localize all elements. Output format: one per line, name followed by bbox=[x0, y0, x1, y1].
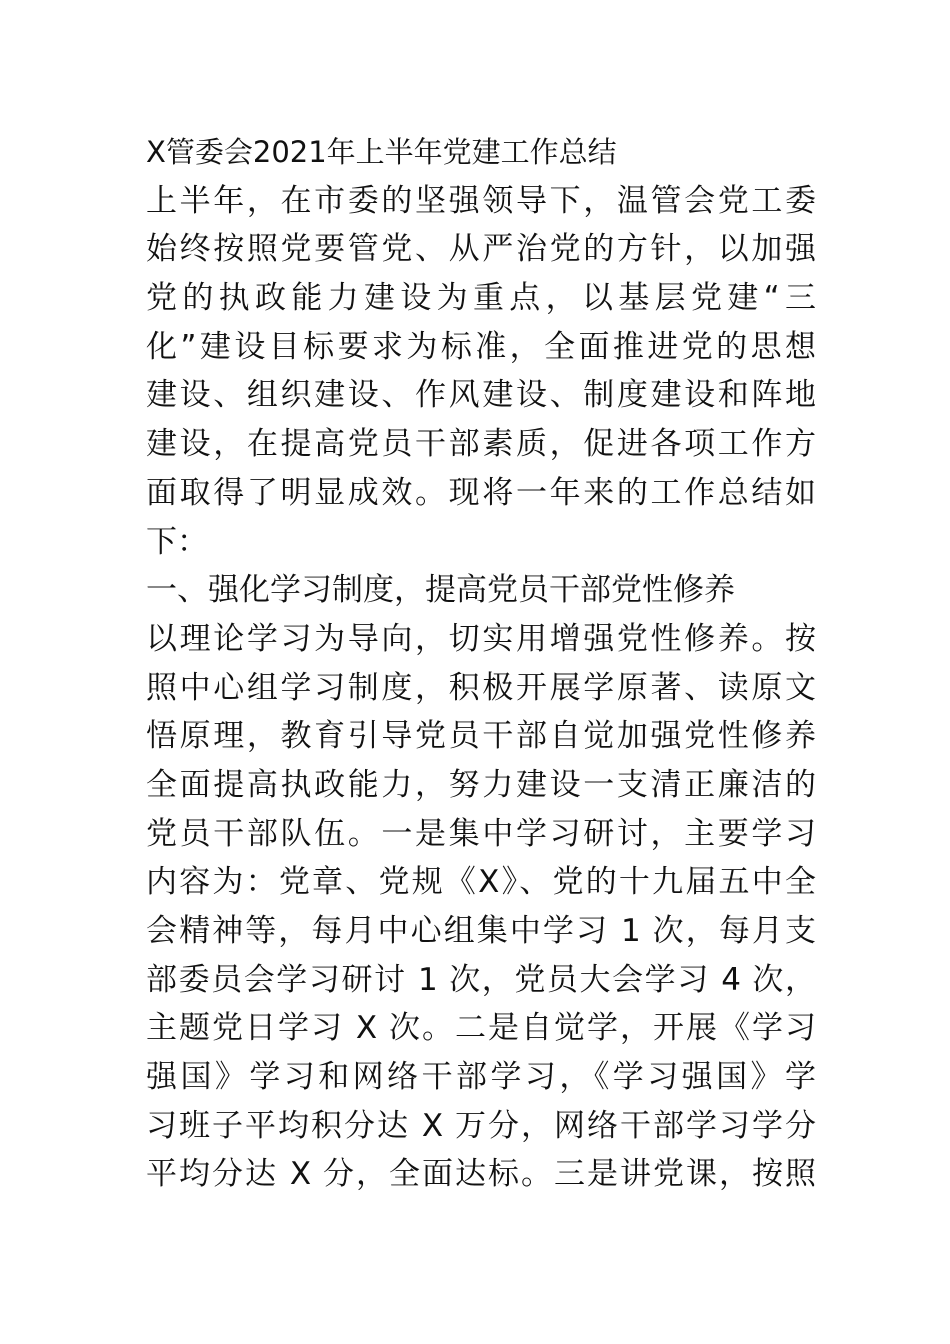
text-line: 党员干部队伍。一是集中学习研讨，主要学习 bbox=[146, 815, 816, 852]
text-line: 建设，在提高党员干部素质，促进各项工作方 bbox=[146, 426, 816, 463]
text-line: 悟原理，教育引导党员干部自觉加强党性修养 bbox=[146, 718, 816, 755]
text-line: 党的执政能力建设为重点，以基层党建“三 bbox=[146, 280, 816, 317]
text-line: 全面提高执政能力，努力建设一支清正廉洁的 bbox=[146, 766, 816, 803]
text-line: 建设、组织建设、作风建设、制度建设和阵地 bbox=[146, 377, 816, 414]
text-line: 习班子平均积分达 X 万分，网络干部学习学分 bbox=[146, 1107, 816, 1144]
text-line: 内容为：党章、党规《X》、党的十九届五中全 bbox=[146, 864, 816, 901]
text-line: 强国》学习和网络干部学习，《学习强国》学 bbox=[146, 1059, 816, 1096]
text-line: 化”建设目标要求为标准，全面推进党的思想 bbox=[146, 328, 816, 365]
document-body bbox=[146, 128, 816, 1199]
text-line: 下： bbox=[146, 523, 208, 560]
text-line: 照中心组学习制度，积极开展学原著、读原文 bbox=[146, 669, 816, 706]
document-title: X管委会2021年上半年党建工作总结 bbox=[146, 135, 617, 169]
text-line: 始终按照党要管党、从严治党的方针，以加强 bbox=[146, 231, 816, 268]
section-heading: 一、强化学习制度，提高党员干部党性修养 bbox=[146, 572, 735, 609]
text-line: 面取得了明显成效。现将一年来的工作总结如 bbox=[146, 474, 816, 511]
text-line: 以理论学习为导向，切实用增强党性修养。按 bbox=[146, 620, 816, 657]
text-line: 平均分达 X 分，全面达标。三是讲党课，按照 bbox=[146, 1156, 816, 1193]
text-line: 部委员会学习研讨 1 次，党员大会学习 4 次， bbox=[146, 961, 816, 998]
text-line: 上半年，在市委的坚强领导下，温管会党工委 bbox=[146, 182, 816, 219]
text-line: 主题党日学习 X 次。二是自觉学，开展《学习 bbox=[146, 1010, 816, 1047]
text-line: 会精神等，每月中心组集中学习 1 次，每月支 bbox=[146, 913, 816, 949]
